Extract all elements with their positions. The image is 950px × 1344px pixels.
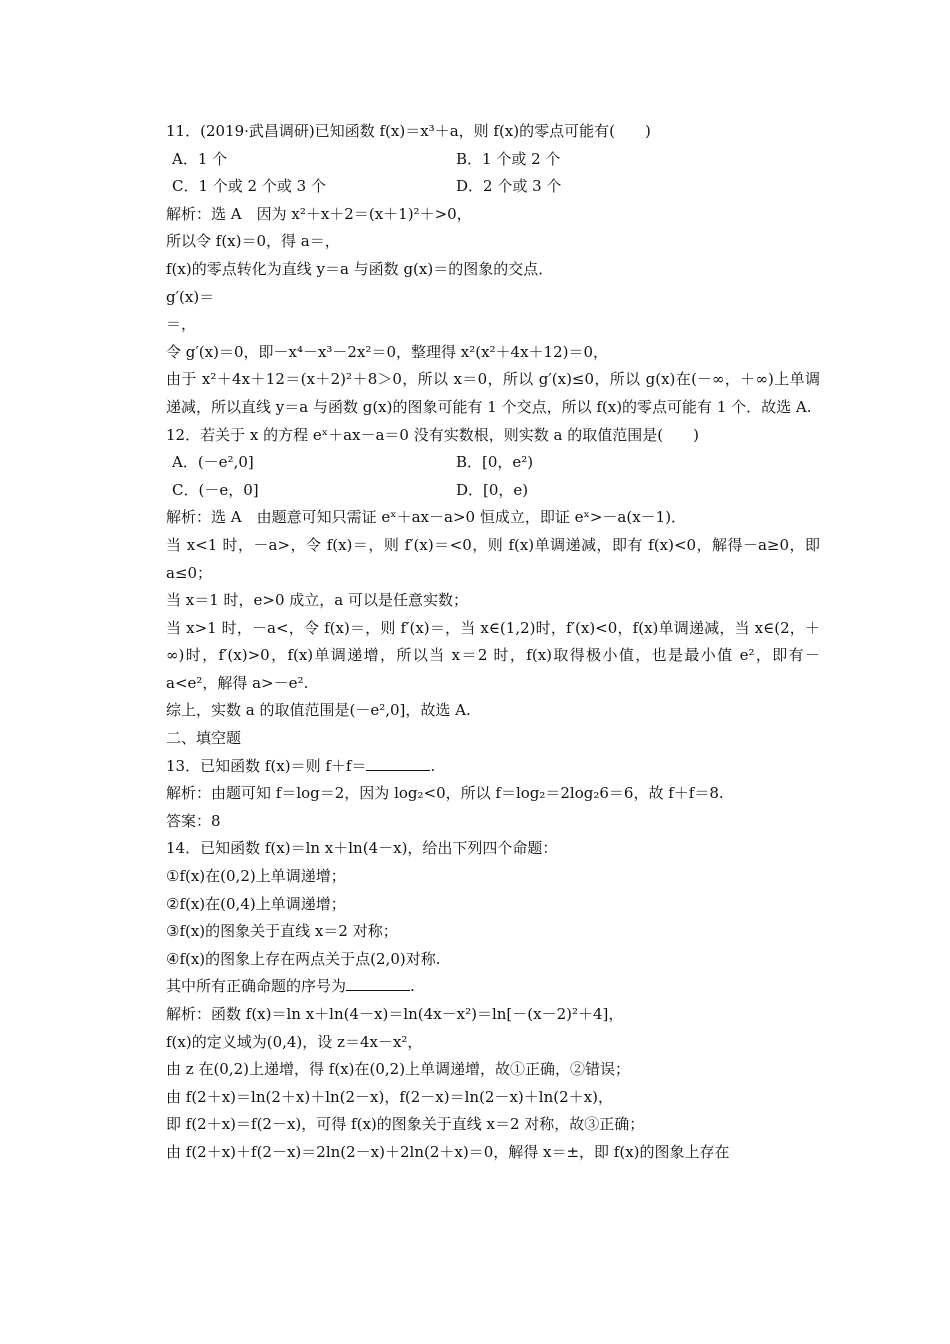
q11-solution-line: 所以令 f(x)＝0，得 a＝， [166,232,340,251]
q11-options-row2 [166,173,820,201]
q12-option-b: B．[0，e²) [456,453,534,472]
q12-options-row1 [166,449,820,477]
q12-stem: 12．若关于 x 的方程 eˣ＋ax－a＝0 没有实数根，则实数 a 的取值范围是( ) [166,425,699,444]
q12-option-c: C．(－e，0] [172,480,259,499]
q11-solution-line: 解析：选 A 因为 x²＋x＋2＝(x＋1)²＋>0， [166,204,472,223]
answer-blank [346,976,410,991]
q14-proposition-3: ③f(x)的图象关于直线 x＝2 对称； [166,922,398,941]
q14-solution-line: 即 f(2＋x)＝f(2－x)，可得 f(x)的图象关于直线 x＝2 对称，故③正确； [166,1115,645,1134]
q13-stem-end: . [430,756,436,775]
answer-blank [366,756,430,771]
q14-proposition-2: ②f(x)在(0,4)上单调递增； [166,894,346,913]
q14-question [166,973,820,1001]
section-heading: 二、填空题 [166,729,242,748]
q12-option-a: A．(－e²,0] [172,453,254,472]
q11-options-row1 [166,146,820,174]
q11-option-a: A．1 个 [172,149,228,168]
q11-solution-line: 令 g′(x)＝0，即－x⁴－x³－2x²＝0，整理得 x²(x²＋4x＋12)＝0， [166,342,609,361]
q13-stem [166,753,820,781]
q12-solution-paragraph: 当 x<1 时，－a>，令 f(x)＝，则 f′(x)＝<0，则 f(x)单调递减，即有 f(x)<0，解得－a≥0，即 a≤0； [166,535,820,582]
q13-solution-line: 解析：由题可知 f＝log＝2，因为 log₂<0，所以 f＝log₂＝2log₂6＝6，故 f＋f＝8. [166,784,724,803]
q11-solution-paragraph: 由于 x²＋4x＋12＝(x＋2)²＋8＞0，所以 x＝0，所以 g′(x)≤0，所以 g(x)在(－∞，＋∞)上单调递减，所以直线 y＝a 与函数 g(x)的图象可能有 1 个交点，所以 f(x)的零点可能有 1 个．故选 A. [166,370,820,416]
q14-question-end: . [410,977,415,996]
q11-option-d: D．2 个或 3 个 [456,177,562,196]
q13-stem-text: 13．已知函数 f(x)＝则 f＋f＝ [166,756,367,775]
q12-option-d: D．[0，e) [456,480,529,499]
q12-solution-line: 综上，实数 a 的取值范围是(－e²,0]，故选 A. [166,701,471,720]
q12-solution-line: 当 x＝1 时，e>0 成立，a 可以是任意实数； [166,591,469,610]
q14-solution-line: 由 f(2＋x)＝ln(2＋x)＋ln(2－x)，f(2－x)＝ln(2－x)＋ln(2＋x)， [166,1087,613,1106]
q11-option-c: C．1 个或 2 个或 3 个 [172,177,326,196]
q12-solution-paragraph: 当 x>1 时，－a<，令 f(x)＝，则 f′(x)＝，当 x∈(1,2)时，f′(x)<0，f(x)单调递减，当 x∈(2，＋∞)时，f′(x)>0，f(x)单调递增，所以当 x＝2 时，f(x)取得极小值，也是最小值 e²，即有－a<e²，解得 a>－e². [166,618,820,692]
q14-question-text: 其中所有正确命题的序号为 [166,977,347,996]
q12-solution-line: 解析：选 A 由题意可知只需证 eˣ＋ax－a>0 恒成立，即证 eˣ>－a(x－1)． [166,508,687,527]
q11-stem: 11．(2019·武昌调研)已知函数 f(x)＝x³＋a，则 f(x)的零点可能有( ) [166,122,651,140]
q11-solution-line: g′(x)＝ [166,287,215,306]
q14-solution-line: 解析：函数 f(x)＝ln x＋ln(4－x)＝ln(4x－x²)＝ln[－(x－2)²＋4]， [166,1005,624,1023]
q12-options-row2 [166,477,820,505]
q14-solution-line: 由 z 在(0,2)上递增，得 f(x)在(0,2)上单调递增，故①正确，②错误； [166,1060,631,1079]
q11-option-b: B．1 个或 2 个 [456,149,561,168]
q14-proposition-1: ①f(x)在(0,2)上单调递增； [166,867,346,886]
q13-answer: 答案：8 [166,811,221,830]
q11-solution-line: f(x)的零点转化为直线 y＝a 与函数 g(x)＝的图象的交点． [166,259,554,278]
q14-proposition-4: ④f(x)的图象上存在两点关于点(2,0)对称. [166,949,441,968]
q14-stem: 14．已知函数 f(x)＝ln x＋ln(4－x)，给出下列四个命题： [166,839,558,858]
q11-solution-line: ＝， [166,315,197,334]
q14-solution-line: 由 f(2＋x)＋f(2－x)＝2ln(2－x)＋2ln(2＋x)＝0，解得 x＝±，即 f(x)的图象上存在 [166,1142,730,1161]
document-page [166,118,820,1167]
q14-solution-line: f(x)的定义域为(0,4)，设 z＝4x－x²， [166,1032,423,1051]
